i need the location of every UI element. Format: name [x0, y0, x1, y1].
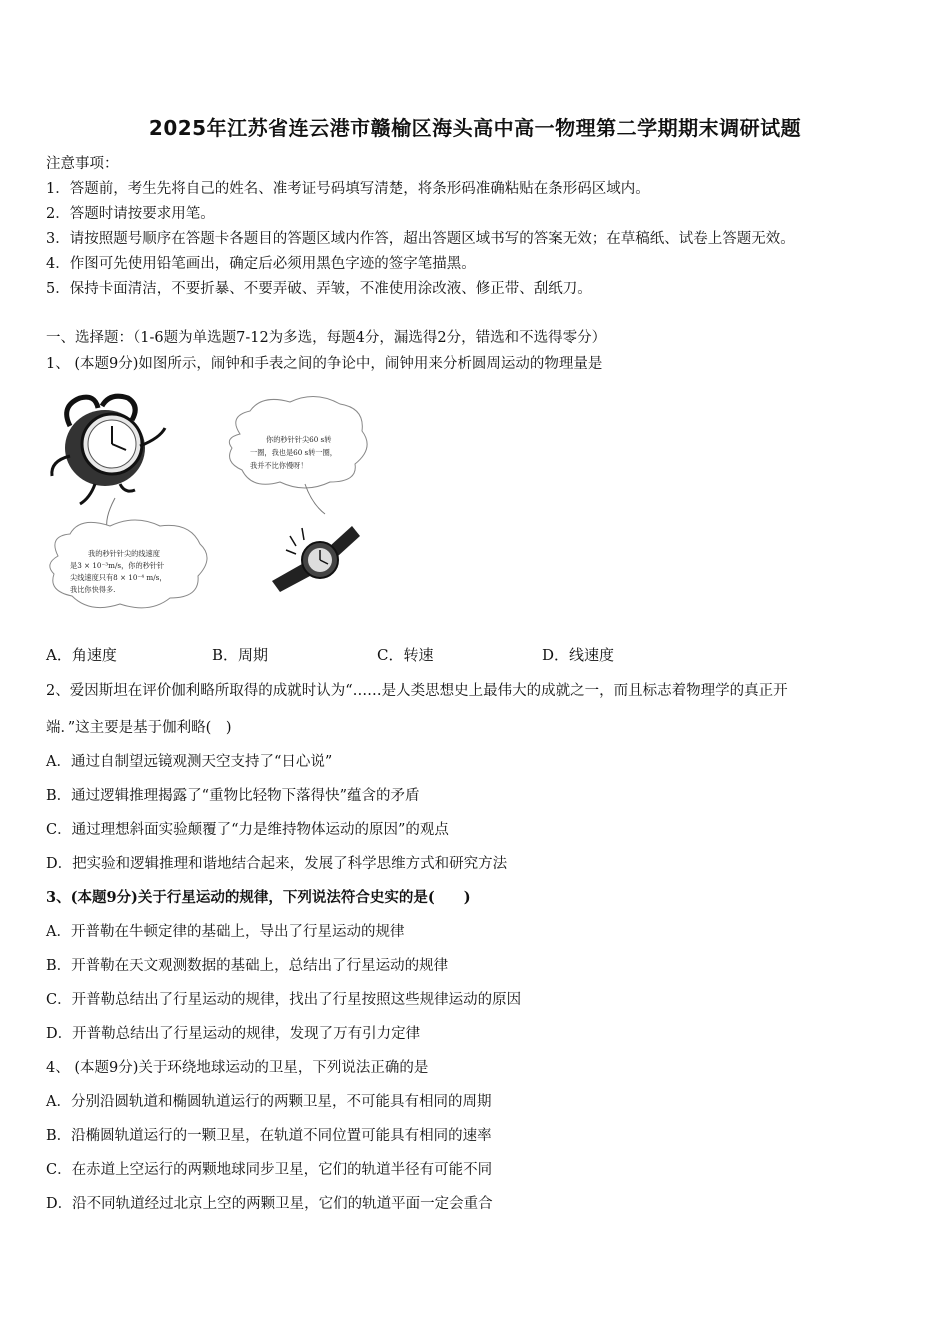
option-b[interactable]: B．沿椭圆轨道运行的一颗卫星，在轨道不同位置可能具有相同的速率 [46, 1128, 492, 1144]
watch-bubble-line: 我并不比你慢呀！ [250, 461, 308, 470]
option-b[interactable]: B．通过逻辑推理揭露了“重物比轻物下落得快”蕴含的矛盾 [46, 788, 420, 804]
clock-bubble-line: 我的秒针针尖的线速度 [88, 549, 160, 558]
clock-bubble-line: 尖线速度只有8 × 10⁻⁴ m/s， [70, 573, 167, 582]
notice-heading: 注意事项： [46, 156, 119, 172]
wristwatch-icon [272, 526, 360, 592]
notice-item: 5．保持卡面清洁，不要折暴、不要弄破、弄皱，不准使用涂改液、修正带、刮纸刀。 [46, 281, 592, 297]
option-d[interactable]: D．开普勒总结出了行星运动的规律，发现了万有引力定律 [46, 1026, 421, 1042]
option-c[interactable]: C．转速 [377, 646, 434, 664]
question-2-stem: 2、爱因斯坦在评价伽利略所取得的成就时认为“……是人类思想史上最伟大的成就之一，而且标志着物理学的真正开 [46, 683, 788, 699]
option-a[interactable]: A．开普勒在牛顿定律的基础上，导出了行星运动的规律 [46, 924, 405, 940]
option-d[interactable]: D．线速度 [542, 646, 615, 664]
option-b[interactable]: B．开普勒在天文观测数据的基础上，总结出了行星运动的规律 [46, 958, 449, 974]
option-d[interactable]: D．沿不同轨道经过北京上空的两颗卫星，它们的轨道平面一定会重合 [46, 1196, 493, 1212]
clock-watch-figure [40, 386, 370, 616]
notice-item: 3．请按照题号顺序在答题卡各题目的答题区域内作答，超出答题区域书写的答案无效；在草稿纸、试卷上答题无效。 [46, 231, 795, 247]
watch-bubble-line: 一圈，我也是60 s转一圈， [250, 448, 337, 457]
question-2-stem-cont: 端．”这主要是基于伽利略( ) [46, 720, 232, 736]
option-c[interactable]: C．在赤道上空运行的两颗地球同步卫星，它们的轨道半径有可能不同 [46, 1162, 493, 1178]
section-heading: 一、选择题：（1-6题为单选题7-12为多选，每题4分，漏选得2分，错选和不选得零分） [46, 330, 607, 346]
question-4-stem: 4、 (本题9分)关于环绕地球运动的卫星，下列说法正确的是 [46, 1060, 429, 1076]
question-1-stem: 1、 (本题9分)如图所示，闹钟和手表之间的争论中，闹钟用来分析圆周运动的物理量是 [46, 356, 603, 372]
option-d[interactable]: D．把实验和逻辑推理和谐地结合起来，发展了科学思维方式和研究方法 [46, 856, 508, 872]
option-c[interactable]: C．通过理想斜面实验颠覆了“力是维持物体运动的原因”的观点 [46, 822, 449, 838]
page-title: 2025年江苏省连云港市赣榆区海头高中高一物理第二学期期末调研试题 [148, 116, 802, 140]
notice-item: 4．作图可先使用铅笔画出，确定后必须用黑色字迹的签字笔描黑。 [46, 256, 476, 272]
clock-bubble-line: 我比你快得多. [70, 585, 116, 594]
option-a[interactable]: A．通过自制望远镜观测天空支持了“日心说” [46, 754, 333, 770]
option-a[interactable]: A．角速度 [46, 646, 117, 664]
watch-speech-cloud [229, 396, 367, 488]
clock-speech-cloud [50, 520, 207, 608]
question-3-stem: 3、(本题9分)关于行星运动的规律，下列说法符合史实的是( ) [46, 889, 471, 906]
option-b[interactable]: B．周期 [212, 646, 269, 664]
alarm-clock-icon [52, 396, 165, 504]
notice-item: 2．答题时请按要求用笔。 [46, 206, 215, 222]
notice-item: 1．答题前，考生先将自己的姓名、准考证号码填写清楚，将条形码准确粘贴在条形码区域内。 [46, 181, 650, 197]
option-a[interactable]: A．分别沿圆轨道和椭圆轨道运行的两颗卫星，不可能具有相同的周期 [46, 1094, 492, 1110]
watch-bubble-line: 你的秒针针尖60 s转 [266, 435, 332, 444]
clock-bubble-line: 是3 × 10⁻³m/s，你的秒针针 [70, 561, 165, 570]
option-c[interactable]: C．开普勒总结出了行星运动的规律，找出了行星按照这些规律运动的原因 [46, 992, 522, 1008]
